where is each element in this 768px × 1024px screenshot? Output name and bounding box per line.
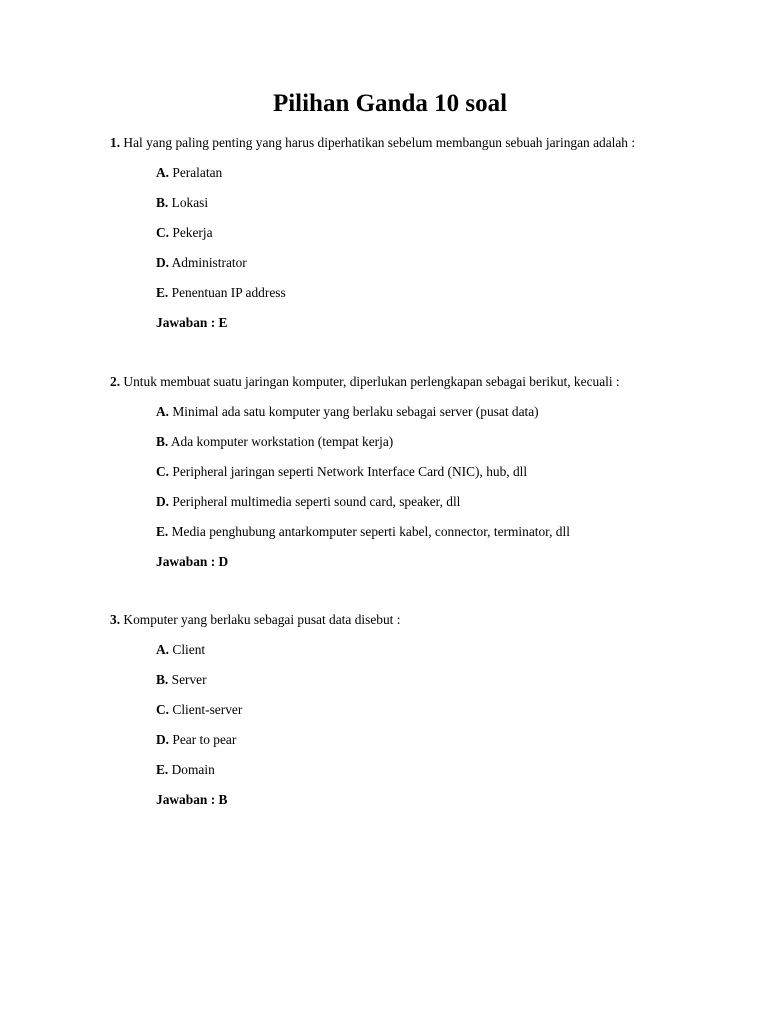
option-item [156, 463, 750, 481]
question-stem [110, 373, 750, 391]
question-text: Komputer yang berlaku sebagai pusat data disebut : [123, 612, 401, 627]
option-list [110, 164, 750, 332]
page-title: Pilihan Ganda 10 soal [272, 90, 508, 117]
option-item [156, 731, 750, 749]
question-number: 1. [110, 135, 121, 150]
option-item [156, 224, 750, 242]
question-number: 2. [110, 374, 121, 389]
option-text: Penentuan IP address [171, 285, 286, 300]
option-text: Client [172, 642, 206, 657]
option-item [156, 701, 750, 719]
option-letter: B. [156, 434, 169, 449]
option-text: Administrator [171, 255, 247, 270]
question-number: 3. [110, 612, 121, 627]
option-text: Client-server [172, 702, 243, 717]
option-text: Lokasi [171, 195, 209, 210]
option-text: Peripheral multimedia seperti sound card, speaker, dll [172, 494, 461, 509]
option-letter: E. [156, 762, 169, 777]
option-list [110, 641, 750, 809]
option-letter: C. [156, 702, 170, 717]
question-stem [110, 611, 750, 629]
option-text: Ada komputer workstation (tempat kerja) [170, 434, 394, 449]
option-item [156, 493, 750, 511]
option-item [156, 641, 750, 659]
option-letter: B. [156, 195, 169, 210]
option-item [156, 523, 750, 541]
option-letter: E. [156, 285, 169, 300]
answer-key: Jawaban : B [156, 792, 228, 807]
option-item [156, 194, 750, 212]
option-item [156, 433, 750, 451]
question-2 [110, 373, 750, 571]
option-item [156, 164, 750, 182]
option-list [110, 403, 750, 571]
option-item [156, 403, 750, 421]
option-text: Minimal ada satu komputer yang berlaku sebagai server (pusat data) [172, 404, 539, 419]
answer-key: Jawaban : E [156, 315, 228, 330]
option-text: Server [171, 672, 207, 687]
option-text: Pear to pear [172, 732, 237, 747]
question-stem [110, 134, 750, 152]
option-text: Peripheral jaringan seperti Network Interface Card (NIC), hub, dll [172, 464, 528, 479]
answer-key: Jawaban : D [156, 554, 229, 569]
option-letter: D. [156, 494, 170, 509]
option-letter: D. [156, 255, 170, 270]
option-letter: E. [156, 524, 169, 539]
option-letter: C. [156, 225, 170, 240]
option-item [156, 671, 750, 689]
question-text: Hal yang paling penting yang harus diperhatikan sebelum membangun sebuah jaringan adalah : [123, 135, 636, 150]
question-3 [110, 611, 750, 809]
option-item [156, 761, 750, 779]
option-text: Domain [171, 762, 215, 777]
option-letter: C. [156, 464, 170, 479]
option-text: Pekerja [172, 225, 213, 240]
option-letter: A. [156, 165, 170, 180]
option-text: Media penghubung antarkomputer seperti kabel, connector, terminator, dll [171, 524, 570, 539]
question-1 [110, 134, 750, 332]
option-item [156, 254, 750, 272]
option-letter: A. [156, 404, 170, 419]
question-text: Untuk membuat suatu jaringan komputer, diperlukan perlengkapan sebagai berikut, kecuali : [123, 374, 620, 389]
option-letter: B. [156, 672, 169, 687]
option-item [156, 284, 750, 302]
option-text: Peralatan [172, 165, 223, 180]
option-letter: A. [156, 642, 170, 657]
option-letter: D. [156, 732, 170, 747]
